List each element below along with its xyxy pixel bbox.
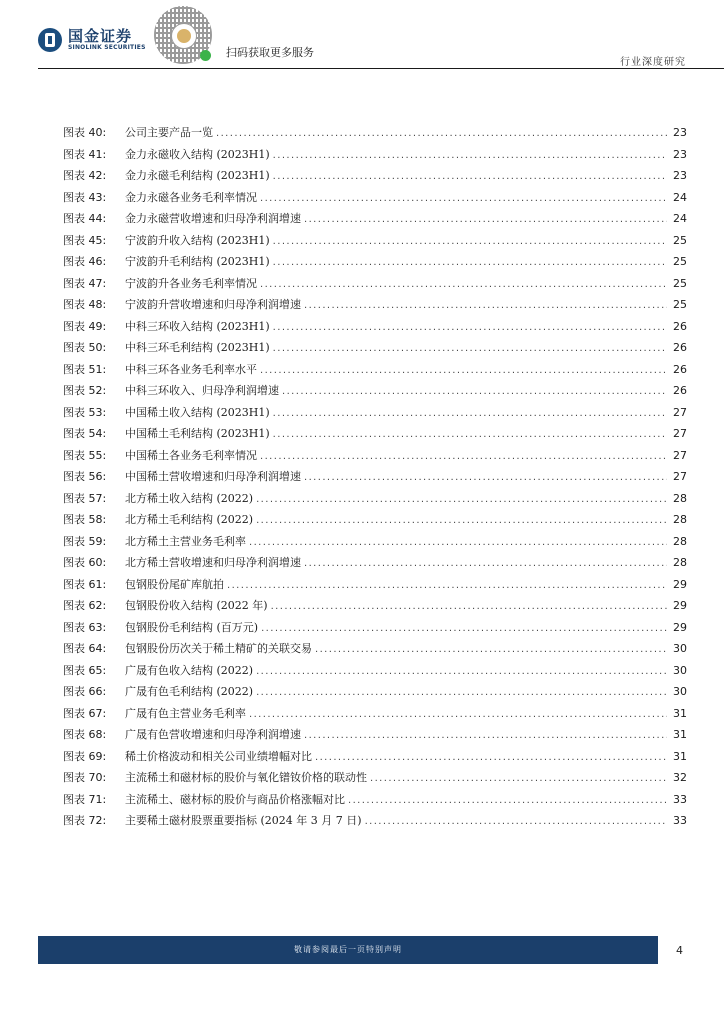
dot-leader [273, 343, 667, 354]
toc-entry[interactable] [63, 382, 687, 404]
figure-page: 26 [673, 384, 687, 397]
figure-number: 图表 65: [63, 663, 107, 677]
toc-entry[interactable] [63, 404, 687, 426]
figure-number: 图表 48: [63, 298, 107, 311]
toc-entry[interactable] [63, 361, 687, 383]
figure-page: 31 [673, 728, 687, 741]
dot-leader [256, 687, 667, 698]
figure-title: 包钢股份历次关于稀土精矿的关联交易 [125, 642, 312, 655]
figure-page: 25 [673, 298, 687, 311]
figure-page: 26 [673, 319, 687, 333]
figure-title: 宁波韵升收入结构 (2023H1) [125, 233, 270, 247]
company-logo [38, 28, 146, 52]
dot-leader [260, 279, 667, 290]
page-header [0, 0, 724, 70]
toc-entry[interactable] [63, 210, 687, 232]
figure-page: 25 [673, 276, 687, 290]
figure-number: 图表 46: [63, 255, 107, 268]
figure-page: 27 [673, 470, 687, 483]
figure-page: 28 [673, 556, 687, 569]
toc-entry[interactable] [63, 533, 687, 555]
figure-number: 图表 47: [63, 276, 107, 290]
dot-leader [304, 472, 667, 483]
figure-title: 公司主要产品一览 [125, 126, 213, 139]
figure-page: 31 [673, 706, 687, 720]
figure-page: 24 [673, 212, 687, 225]
dot-leader [256, 494, 667, 505]
dot-leader [273, 322, 667, 333]
figure-page: 25 [673, 255, 687, 268]
figure-page: 28 [673, 513, 687, 526]
toc-entry[interactable] [63, 296, 687, 318]
figure-page: 30 [673, 642, 687, 655]
figure-number: 图表 58: [63, 513, 107, 526]
toc-entry[interactable] [63, 683, 687, 705]
toc-entry[interactable] [63, 769, 687, 791]
figure-page: 25 [673, 233, 687, 247]
dot-leader [304, 214, 667, 225]
figure-title: 稀土价格波动和相关公司业绩增幅对比 [125, 749, 312, 763]
toc-entry[interactable] [63, 468, 687, 490]
figure-number: 图表 54: [63, 427, 107, 440]
figure-page: 29 [673, 620, 687, 634]
figure-title: 包钢股份毛利结构 (百万元) [125, 620, 259, 634]
toc-entry[interactable] [63, 619, 687, 641]
figure-number: 图表 72: [63, 814, 107, 827]
figure-number: 图表 66: [63, 685, 107, 698]
figure-title: 宁波韵升营收增速和归母净利润增速 [125, 298, 301, 311]
toc-entry[interactable] [63, 189, 687, 211]
figure-title: 中国稀土各业务毛利率情况 [125, 448, 257, 462]
figure-number: 图表 55: [63, 448, 107, 462]
figure-page: 33 [673, 814, 687, 827]
figure-title: 中国稀土营收增速和归母净利润增速 [125, 470, 301, 483]
figure-title: 北方稀土收入结构 (2022) [125, 491, 254, 505]
toc-entry[interactable] [63, 425, 687, 447]
toc-entry[interactable] [63, 146, 687, 168]
dot-leader [365, 816, 667, 827]
figure-page: 27 [673, 405, 687, 419]
toc-entry[interactable] [63, 597, 687, 619]
figure-number: 图表 63: [63, 620, 107, 634]
dot-leader [304, 730, 667, 741]
figure-number: 图表 43: [63, 190, 107, 204]
figure-page: 29 [673, 599, 687, 612]
figure-page: 30 [673, 663, 687, 677]
toc-entry[interactable] [63, 124, 687, 146]
figure-title: 广晟有色主营业务毛利率 [125, 706, 246, 720]
dot-leader [260, 451, 667, 462]
toc-entry[interactable] [63, 726, 687, 748]
toc-entry[interactable] [63, 705, 687, 727]
dot-leader [260, 365, 667, 376]
figure-page: 32 [673, 771, 687, 784]
figure-number: 图表 59: [63, 534, 107, 548]
toc-entry[interactable] [63, 662, 687, 684]
dot-leader [273, 171, 667, 182]
figure-title: 北方稀土主营业务毛利率 [125, 534, 246, 548]
toc-entry[interactable] [63, 275, 687, 297]
dot-leader [348, 795, 667, 806]
figure-number: 图表 62: [63, 599, 107, 612]
footer-bar [38, 936, 658, 964]
figure-page: 27 [673, 448, 687, 462]
figure-page: 30 [673, 685, 687, 698]
figure-number: 图表 64: [63, 642, 107, 655]
figure-title: 北方稀土营收增速和归母净利润增速 [125, 556, 301, 569]
toc-entry[interactable] [63, 748, 687, 770]
figure-title: 主要稀土磁材股票重要指标 (2024 年 3 月 7 日) [125, 814, 362, 827]
wechat-icon [200, 50, 211, 61]
figure-page: 23 [673, 169, 687, 182]
toc-entry[interactable] [63, 318, 687, 340]
dot-leader [304, 300, 667, 311]
dot-leader [273, 150, 667, 161]
figure-page: 26 [673, 341, 687, 354]
footer-disclaimer: 敬请参阅最后一页特别声明 [294, 945, 402, 954]
figure-number: 图表 40: [63, 126, 107, 139]
figure-title: 广晟有色毛利结构 (2022) [125, 685, 254, 698]
figure-page: 31 [673, 749, 687, 763]
toc-entry[interactable] [63, 812, 687, 834]
dot-leader [273, 257, 667, 268]
dot-leader [227, 580, 667, 591]
qr-logo-icon [171, 23, 197, 49]
figure-title: 中科三环收入、归母净利润增速 [125, 384, 279, 397]
toc-entry[interactable] [63, 640, 687, 662]
brand-name-cn: 国金证券 [68, 27, 133, 45]
figure-title: 包钢股份收入结构 (2022 年) [125, 599, 268, 612]
figure-page: 23 [673, 126, 687, 139]
figure-number: 图表 70: [63, 771, 107, 784]
toc-entry[interactable] [63, 576, 687, 598]
figure-number: 图表 69: [63, 749, 107, 763]
figure-page: 28 [673, 491, 687, 505]
figure-title: 金力永磁收入结构 (2023H1) [125, 147, 270, 161]
toc-entry[interactable] [63, 339, 687, 361]
document-type: 行业深度研究 [620, 57, 686, 68]
dot-leader [256, 515, 667, 526]
figure-number: 图表 49: [63, 319, 107, 333]
dot-leader [271, 601, 667, 612]
figure-page: 23 [673, 147, 687, 161]
toc-entry[interactable] [63, 253, 687, 275]
figure-title: 中国稀土收入结构 (2023H1) [125, 405, 270, 419]
dot-leader [249, 537, 667, 548]
table-of-figures [63, 124, 687, 834]
figure-number: 图表 57: [63, 491, 107, 505]
dot-leader [273, 429, 667, 440]
figure-title: 金力永磁各业务毛利率情况 [125, 190, 257, 204]
figure-title: 包钢股份尾矿库航拍 [125, 577, 224, 591]
figure-page: 26 [673, 362, 687, 376]
figure-page: 33 [673, 792, 687, 806]
dot-leader [216, 128, 667, 139]
toc-entry[interactable] [63, 791, 687, 813]
figure-title: 中科三环各业务毛利率水平 [125, 362, 257, 376]
toc-entry[interactable] [63, 167, 687, 189]
figure-number: 图表 44: [63, 212, 107, 225]
toc-entry[interactable] [63, 554, 687, 576]
figure-title: 广晟有色收入结构 (2022) [125, 663, 254, 677]
figure-title: 中科三环毛利结构 (2023H1) [125, 341, 270, 354]
qr-code[interactable] [154, 6, 212, 64]
figure-number: 图表 68: [63, 728, 107, 741]
dot-leader [315, 644, 667, 655]
logo-icon [38, 28, 62, 52]
figure-number: 图表 61: [63, 577, 107, 591]
figure-title: 宁波韵升毛利结构 (2023H1) [125, 255, 270, 268]
toc-entry[interactable] [63, 490, 687, 512]
brand-name-en: SINOLINK SECURITIES [68, 44, 146, 51]
figure-page: 27 [673, 427, 687, 440]
figure-number: 图表 52: [63, 384, 107, 397]
figure-title: 北方稀土毛利结构 (2022) [125, 513, 254, 526]
dot-leader [261, 623, 667, 634]
figure-title: 中科三环收入结构 (2023H1) [125, 319, 270, 333]
figure-title: 宁波韵升各业务毛利率情况 [125, 276, 257, 290]
figure-title: 金力永磁毛利结构 (2023H1) [125, 169, 270, 182]
figure-title: 广晟有色营收增速和归母净利润增速 [125, 728, 301, 741]
dot-leader [260, 193, 667, 204]
figure-number: 图表 42: [63, 169, 107, 182]
dot-leader [256, 666, 667, 677]
dot-leader [370, 773, 667, 784]
toc-entry[interactable] [63, 447, 687, 469]
scan-prompt: 扫码获取更多服务 [226, 46, 314, 59]
figure-title: 主流稀土和磁材标的股价与氧化镨钕价格的联动性 [125, 771, 367, 784]
dot-leader [273, 236, 667, 247]
dot-leader [315, 752, 667, 763]
figure-page: 29 [673, 577, 687, 591]
header-divider [38, 68, 724, 69]
figure-number: 图表 71: [63, 792, 107, 806]
figure-title: 中国稀土毛利结构 (2023H1) [125, 427, 270, 440]
dot-leader [282, 386, 667, 397]
figure-number: 图表 60: [63, 556, 107, 569]
figure-number: 图表 53: [63, 405, 107, 419]
page-number: 4 [676, 944, 683, 957]
figure-title: 主流稀土、磁材标的股价与商品价格涨幅对比 [125, 792, 345, 806]
dot-leader [304, 558, 667, 569]
figure-number: 图表 45: [63, 233, 107, 247]
toc-entry[interactable] [63, 232, 687, 254]
figure-number: 图表 41: [63, 147, 107, 161]
figure-number: 图表 56: [63, 470, 107, 483]
dot-leader [249, 709, 667, 720]
figure-title: 金力永磁营收增速和归母净利润增速 [125, 212, 301, 225]
dot-leader [273, 408, 667, 419]
figure-number: 图表 51: [63, 362, 107, 376]
figure-number: 图表 67: [63, 706, 107, 720]
figure-page: 24 [673, 190, 687, 204]
figure-page: 28 [673, 534, 687, 548]
toc-entry[interactable] [63, 511, 687, 533]
figure-number: 图表 50: [63, 341, 107, 354]
